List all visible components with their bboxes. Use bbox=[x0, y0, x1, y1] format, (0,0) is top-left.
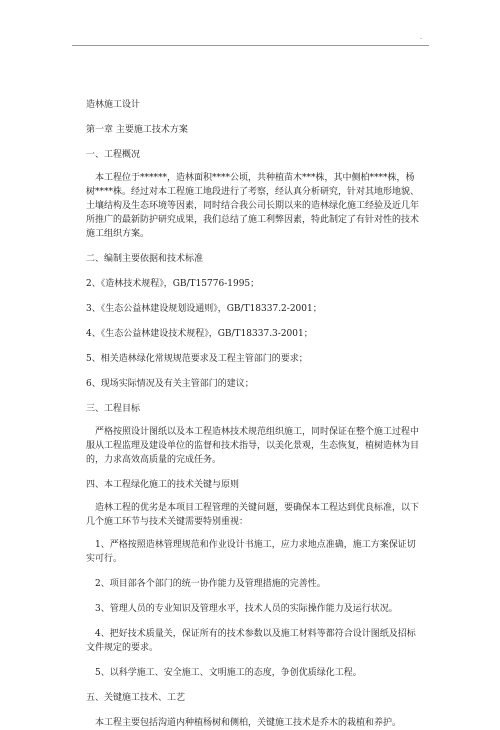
section-heading-1: 一、工程概况 bbox=[86, 150, 141, 160]
section-body-1: 本工程位于******，造林面积****公顷，共种植苗木***株，其中侧柏****株，杨树****株。经过对本工程施工地段进行了考察，经认真分析研究，针对其地形地貌、土壤结构及生态环境等因素，同时结合我公司长期以来的造林绿化施工经验及近几年所推广的最新防护研究成果，我们总结了施工利弊因素，特此制定了有针对性的技术施工组织方案。 bbox=[86, 173, 420, 239]
document-title: 造林施工设计 bbox=[86, 100, 141, 110]
header-rule bbox=[72, 45, 429, 46]
chapter-heading: 第一章 主要施工技术方案 bbox=[86, 125, 188, 135]
section-body-5: 本工程主要包括沟道内种植杨树和侧柏，关键施工技术是乔木的栽植和养护。 bbox=[95, 718, 402, 728]
header-mark: . bbox=[420, 33, 423, 41]
document-body bbox=[86, 98, 422, 730]
principle-item: 1、严格按照造林管理规范和作业设计书施工，应力求地点准确，施工方案保证切实可行。 bbox=[86, 540, 416, 564]
standard-item: 3、《生态公益林建设规划设通则》，GB/T18337.2-2001； bbox=[86, 304, 322, 314]
section-heading-4: 四、本工程绿化施工的技术关键与原则 bbox=[86, 480, 240, 490]
section-heading-5: 五、关键施工技术、工艺 bbox=[86, 693, 186, 703]
section-body-3: 严格按照设计图纸以及本工程造林技术规范组织施工，同时保证在整个施工过程中服从工程监理及建设单位的监督和技术指导，以美化景观，生态恢复，植树造林为目的，力求高效高质量的完成任务。 bbox=[86, 427, 420, 465]
standard-item: 4、《生态公益林建设技术规程》，GB/T18337.3-2001； bbox=[86, 329, 313, 339]
section-intro-4: 造林工程的优劣是本项目工程管理的关键问题，要确保本工程达到优良标准，以下几个施工环节与技术关键需要特别重视： bbox=[86, 503, 420, 527]
principle-item: 4、把好技术质量关，保证所有的技术参数以及施工材料等都符合设计图纸及招标文件规定的要求。 bbox=[86, 629, 416, 653]
standard-item: 5、相关造林绿化常规规范要求及工程主管部门的要求； bbox=[86, 354, 308, 364]
principle-item: 3、管理人员的专业知识及管理水平，技术人员的实际操作能力及运行状况。 bbox=[95, 604, 398, 614]
standard-item: 6、现场实际情况及有关主管部门的建议； bbox=[86, 379, 254, 389]
standard-item: 2、《造林技术规程》，GB/T15776-1995； bbox=[86, 279, 260, 289]
principle-item: 2、项目部各个部门的统一协作能力及管理措施的完善性。 bbox=[95, 579, 326, 589]
section-heading-2: 二、编制主要依据和技术标准 bbox=[86, 254, 204, 264]
section-heading-3: 三、工程目标 bbox=[86, 404, 141, 414]
principle-item: 5、以科学施工、安全施工、文明施工的态度，争创优质绿化工程。 bbox=[95, 668, 362, 678]
